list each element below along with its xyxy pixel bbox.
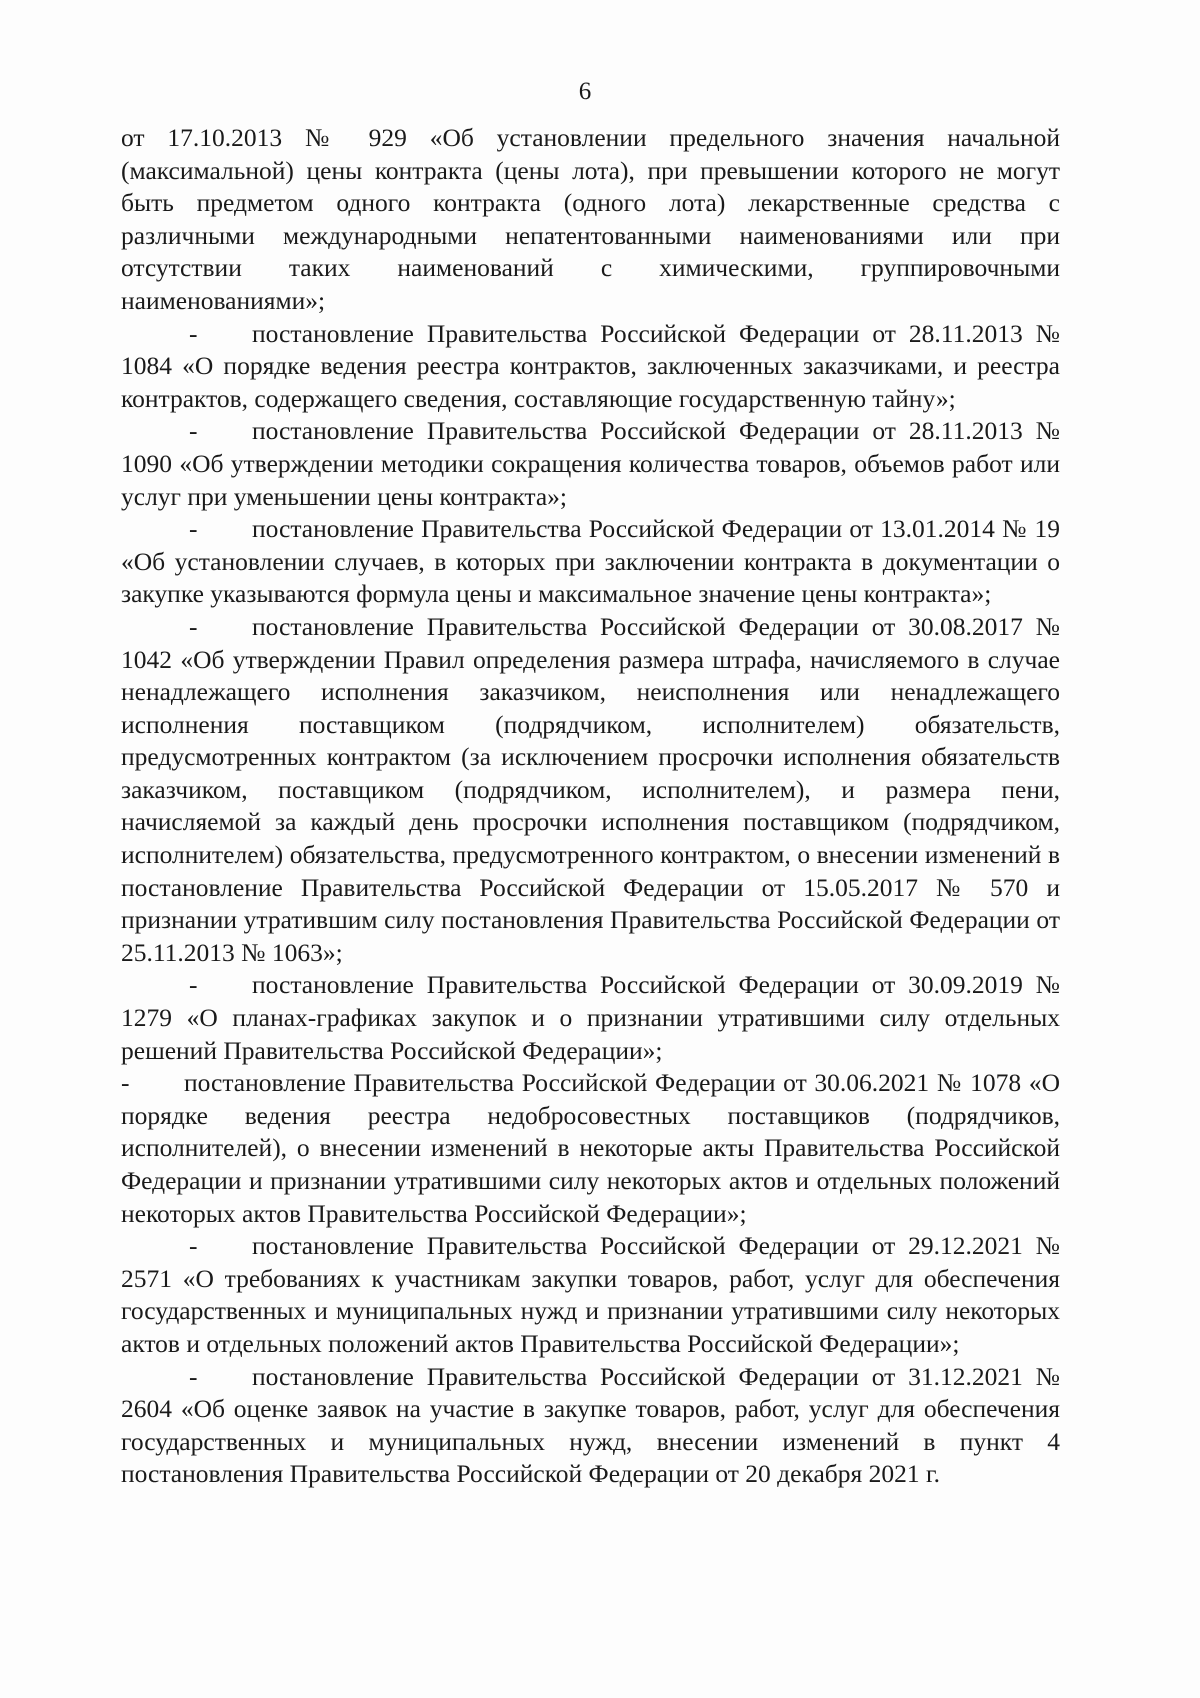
paragraph-text: постановление Правительства Российской Федерации от 30.08.2017 № 1042 «Об утверждении Правил определения размера штрафа, начисляемого в случае ненадлежащего исполнения заказчиком, неисполнения или ненадлежащего исполнения поставщиком (подрядчиком, исполнителем) обязательств, предусмотренных контрактом (за исключением просрочки исполнения обязательств заказчиком, поставщиком (подрядчиком, исполнителем), и размера пени, начисляемой за каждый день просрочки исполнения поставщиком (подрядчиком, исполнителем) обязательства, предусмотренного контрактом, о внесении изменений в постановление Правительства Российской Федерации от 15.05.2017 № 570 и признании утратившим силу постановления Правительства Российской Федерации от 25.11.2013 № 1063»; — [121, 611, 1060, 967]
paragraph-text: постановление Правительства Российской Федерации от 30.09.2019 № 1279 «О планах-графиках закупок и о признании утратившими силу отдельных решений Правительства Российской Федерации»; — [121, 970, 1060, 1065]
paragraph — [121, 611, 1060, 970]
paragraph-text: постановление Правительства Российской Федерации от 28.11.2013 № 1090 «Об утверждении методики сокращения количества товаров, объемов работ или услуг при уменьшении цены контракта»; — [121, 416, 1060, 511]
paragraph — [121, 513, 1060, 611]
paragraph-text: постановление Правительства Российской Федерации от 28.11.2013 № 1084 «О порядке ведения реестра контрактов, заключенных заказчиками, и реестра контрактов, содержащего сведения, составляющие государственную тайну»; — [121, 318, 1060, 413]
document-body — [121, 122, 1060, 1491]
paragraph — [121, 1067, 1060, 1230]
page-number: 6 — [578, 78, 592, 105]
list-dash: - — [189, 416, 198, 446]
paragraph — [121, 1361, 1060, 1491]
list-dash: - — [189, 1361, 198, 1391]
list-dash: - — [189, 970, 198, 1000]
paragraph — [121, 318, 1060, 416]
paragraph-text: постановление Правительства Российской Федерации от 29.12.2021 № 2571 «О требованиях к участникам закупки товаров, работ, услуг для обеспечения государственных и муниципальных нужд и признании утратившими силу некоторых актов и отдельных положений актов Правительства Российской Федерации»; — [121, 1231, 1060, 1358]
paragraph-text: постановление Правительства Российской Федерации от 31.12.2021 № 2604 «Об оценке заявок на участие в закупке товаров, работ, услуг для обеспечения государственных и муниципальных нужд, внесении изменений в пункт 4 постановления Правительства Российской Федерации от 20 декабря 2021 г. — [121, 1361, 1060, 1489]
paragraph-text: от 17.10.2013 № 929 «Об установлении предельного значения начальной (максимальной) цены контракта (цены лота), при превышении которого не могут быть предметом одного контракта (одного лота) лекарственные средства с различными международными непатентованными наименованиями или при отсутствии таких наименований с химическими, группировочными наименованиями»; — [121, 123, 1060, 315]
list-dash: - — [189, 318, 198, 348]
list-dash: - — [189, 514, 198, 544]
paragraph — [121, 1230, 1060, 1360]
paragraph — [121, 969, 1060, 1067]
paragraph-text: постановление Правительства Российской Федерации от 13.01.2014 № 19 «Об установлении случаев, в которых при заключении контракта в документации о закупке указываются формула цены и максимальное значение цены контракта»; — [121, 514, 1060, 609]
paragraph-text: постановление Правительства Российской Федерации от 30.06.2021 № 1078 «О порядке ведения реестра недобросовестных поставщиков (подрядчиков, исполнителей), о внесении изменений в некоторые акты Правительства Российской Федерации и признании утратившими силу некоторых актов и отдельных положений некоторых актов Правительства Российской Федерации»; — [121, 1068, 1060, 1228]
list-dash: - — [121, 1068, 130, 1098]
paragraph — [121, 415, 1060, 513]
list-dash: - — [189, 611, 198, 641]
list-dash: - — [189, 1231, 198, 1261]
paragraph — [121, 122, 1060, 318]
